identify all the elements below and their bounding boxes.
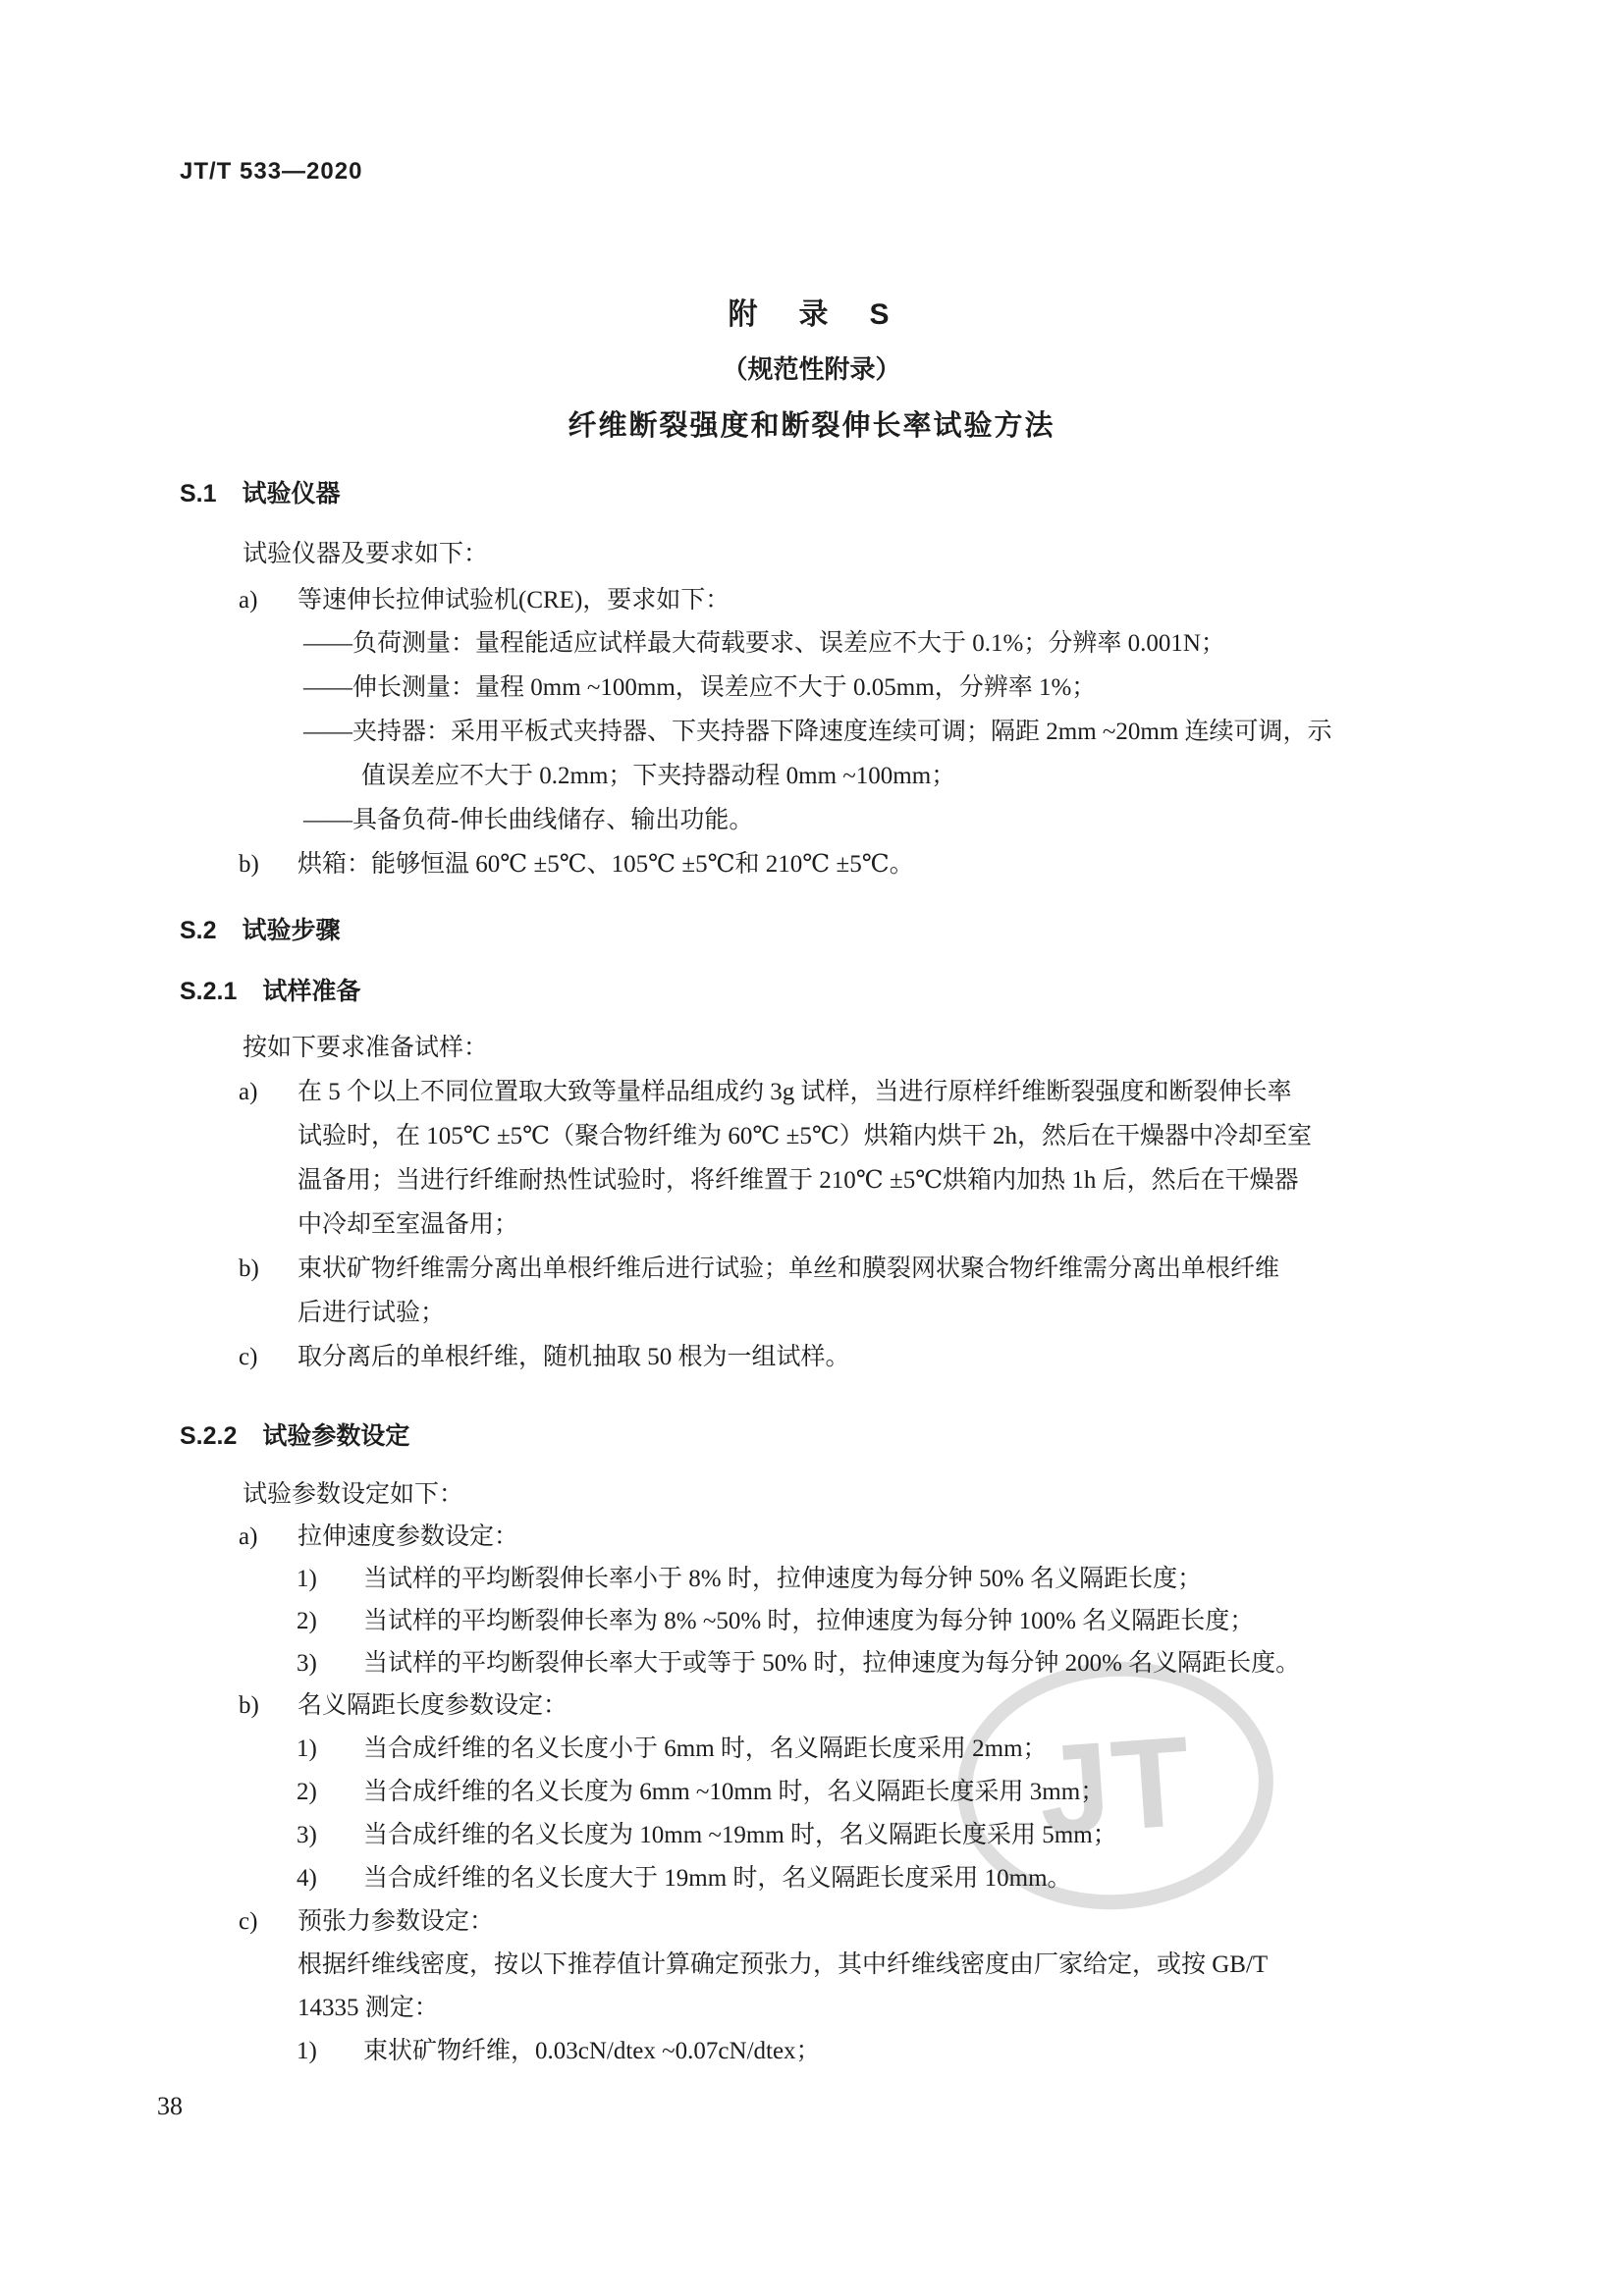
s22-intro: 试验参数设定如下： [243,1481,464,1508]
list-item-text: 名义隔距长度参数设定： [298,1692,568,1719]
s21-a-line2: 试验时，在 105℃ ±5℃（聚合物纤维为 60℃ ±5℃）烘箱内烘干 2h，然后在干燥器中冷却至室 [298,1123,1313,1149]
dash-item-load: ——负荷测量：量程能适应试样最大荷载要求、误差应不大于 0.1%；分辨率 0.001N； [303,630,1225,657]
sub-item-text: 当试样的平均断裂伸长率大于或等于 50% 时，拉伸速度为每分钟 200% 名义隔距长度。 [363,1650,1301,1677]
section-s2-number: S.2 [180,917,217,944]
sub-item-gauge-1 [297,1735,1623,1764]
list-item-text: 预张力参数设定： [298,1908,495,1935]
list-item-label: b) [239,851,259,878]
section-s22-number: S.2.2 [180,1422,238,1450]
sub-item-label: 4) [297,1865,317,1892]
sub-item-gauge-2 [297,1778,1623,1807]
list-item-text: 取分离后的单根纤维，随机抽取 50 根为一组试样。 [298,1344,850,1370]
section-s21-title: 试样准备 [262,978,361,1005]
section-s21-heading [180,976,1623,1007]
list-item-s22-b [239,1691,1623,1721]
dash-item-elongation: ——伸长测量：量程 0mm ~100mm，误差应不大于 0.05mm，分辨率 1%； [303,674,1097,701]
s22-c-para-line1: 根据纤维线密度，按以下推荐值计算确定预张力，其中纤维线密度由厂家给定，或按 GB/T [298,1951,1269,1978]
sub-item-gauge-4 [297,1864,1623,1894]
page-number: 38 [157,2092,183,2120]
appendix-subtitle: （规范性附录） [722,354,901,384]
list-item-text: 束状矿物纤维需分离出单根纤维后进行试验；单丝和膜裂网状聚合物纤维需分离出单根纤维 [298,1255,1280,1282]
sub-item-label: 2) [297,1608,317,1634]
sub-item-text: 当合成纤维的名义长度大于 19mm 时，名义隔距长度采用 10mm。 [363,1865,1072,1892]
sub-item-label: 3) [297,1822,317,1848]
section-s21-number: S.2.1 [180,978,238,1005]
sub-item-pretension-1 [297,2037,1623,2066]
sub-item-speed-2 [297,1607,1623,1636]
sub-item-label: 3) [297,1650,317,1677]
sub-item-text: 当合成纤维的名义长度为 10mm ~19mm 时，名义隔距长度采用 5mm； [363,1822,1117,1848]
appendix-title: 附 录 S [728,298,895,331]
section-s2-heading [180,915,1623,946]
sub-item-text: 当合成纤维的名义长度为 6mm ~10mm 时，名义隔距长度采用 3mm； [363,1779,1106,1805]
sub-item-text: 当试样的平均断裂伸长率为 8% ~50% 时，拉伸速度为每分钟 100% 名义隔距长度； [363,1608,1255,1634]
s1-intro: 试验仪器及要求如下： [243,541,489,567]
appendix-method-title: 纤维断裂强度和断裂伸长率试验方法 [568,410,1055,442]
sub-item-label: 1) [297,1566,317,1592]
section-s1-title: 试验仪器 [242,480,341,507]
dash-item-clamp-cont: 值误差应不大于 0.2mm；下夹持器动程 0mm ~100mm； [361,763,956,789]
list-item-label: a) [239,1523,258,1550]
jt-logo-watermark-text: JT [1034,1708,1197,1863]
list-item-label: b) [239,1692,259,1719]
section-s2-title: 试验步骤 [242,917,341,944]
list-item-s22-c [239,1907,1623,1937]
s22-c-para-line2: 14335 测定： [298,1995,439,2021]
s21-b-line2: 后进行试验； [298,1300,446,1326]
sub-item-speed-1 [297,1565,1623,1594]
sub-item-text: 当合成纤维的名义长度小于 6mm 时，名义隔距长度采用 2mm； [363,1735,1048,1762]
sub-item-label: 1) [297,1735,317,1762]
sub-item-text: 束状矿物纤维，0.03cN/dtex ~0.07cN/dtex； [363,2038,821,2064]
list-item-label: b) [239,1255,259,1282]
s21-a-line4: 中冷却至室温备用； [298,1211,519,1238]
list-item-label: a) [239,587,258,614]
list-item-text: 等速伸长拉伸试验机(CRE)，要求如下： [298,587,730,614]
sub-item-text: 当试样的平均断裂伸长率小于 8% 时，拉伸速度为每分钟 50% 名义隔距长度； [363,1566,1203,1592]
dash-item-curve: ——具备负荷-伸长曲线储存、输出功能。 [303,807,754,833]
s21-a-line3: 温备用；当进行纤维耐热性试验时，将纤维置于 210℃ ±5℃烘箱内加热 1h 后，然后在干燥器 [298,1167,1299,1194]
list-item-s21-c [239,1343,1623,1372]
list-item-label: c) [239,1344,258,1370]
sub-item-gauge-3 [297,1821,1623,1850]
list-item-s1-a [239,586,1623,615]
s21-intro: 按如下要求准备试样： [243,1035,489,1061]
list-item-s21-a [239,1078,1623,1107]
dash-item-clamp: ——夹持器：采用平板式夹持器、下夹持器下降速度连续可调；隔距 2mm ~20mm 连续可调，示 [303,719,1332,745]
section-s1-heading [180,478,1623,509]
list-item-label: c) [239,1908,258,1935]
sub-item-label: 1) [297,2038,317,2064]
list-item-text: 在 5 个以上不同位置取大致等量样品组成约 3g 试样，当进行原样纤维断裂强度和断裂伸长率 [298,1079,1292,1105]
section-s22-heading [180,1420,1623,1452]
sub-item-speed-3 [297,1649,1623,1679]
list-item-s21-b [239,1255,1623,1284]
list-item-text: 烘箱：能够恒温 60℃ ±5℃、105℃ ±5℃和 210℃ ±5℃。 [298,851,914,878]
list-item-s22-a [239,1522,1623,1552]
page-content [0,157,1623,2122]
sub-item-label: 2) [297,1779,317,1805]
section-s1-number: S.1 [180,480,217,507]
section-s22-title: 试验参数设定 [262,1422,410,1450]
list-item-label: a) [239,1079,258,1105]
list-item-text: 拉伸速度参数设定： [298,1523,519,1550]
list-item-s1-b [239,850,1623,880]
standard-number-header: JT/T 533—2020 [180,158,363,185]
